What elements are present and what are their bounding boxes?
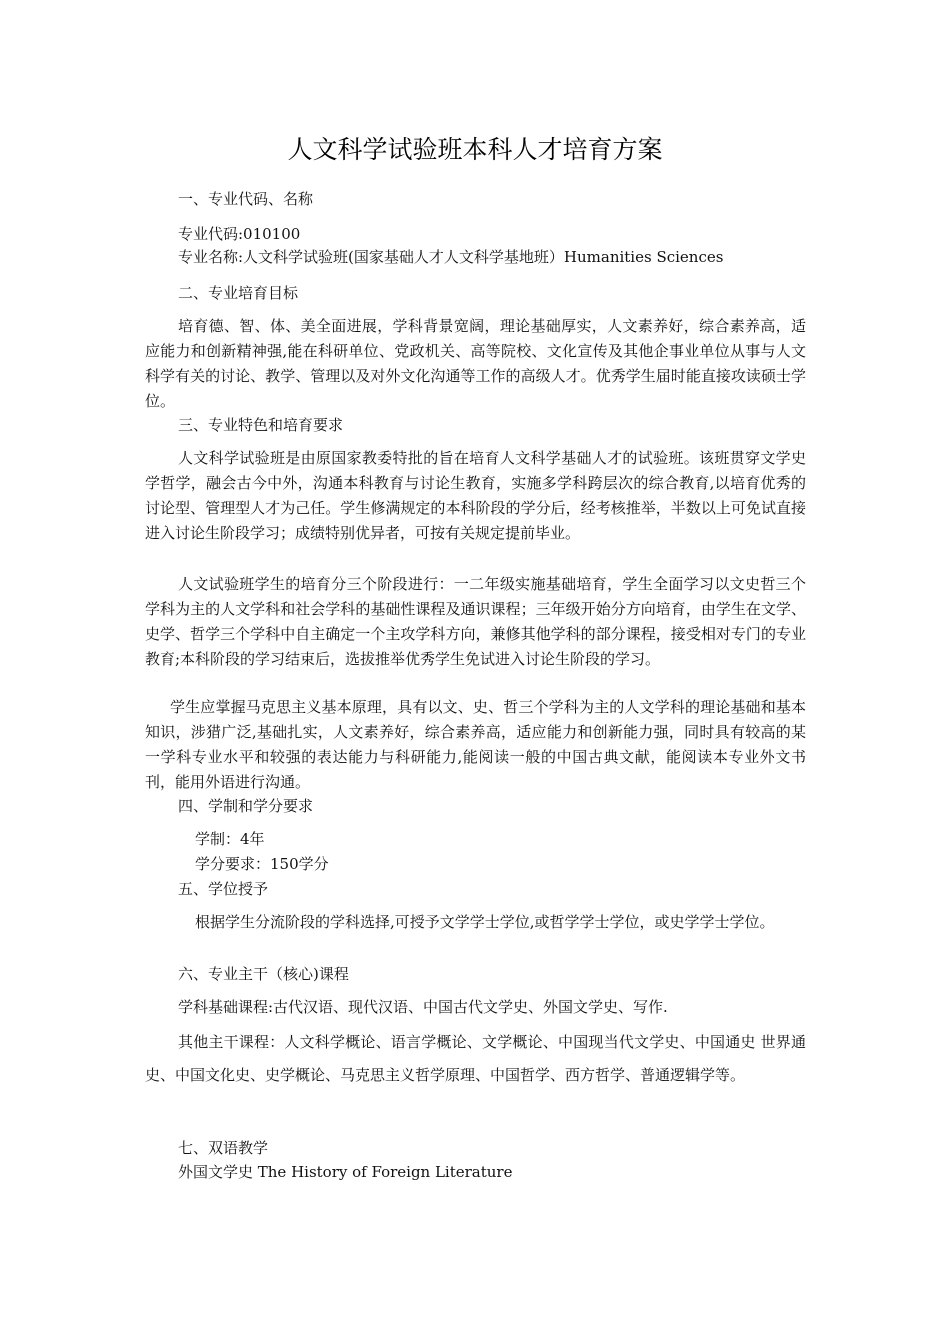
major-name: 专业名称:人文科学试验班(国家基础人才人文科学基地班）Humanities Sciences bbox=[178, 248, 724, 266]
section-heading-code-name: 一、专业代码、名称 bbox=[178, 190, 314, 208]
degree-paragraph: 根据学生分流阶段的学科选择,可授予文学学士学位,或哲学学士学位，或史学学士学位。 bbox=[195, 913, 775, 931]
section-heading-degree: 五、学位授予 bbox=[178, 880, 269, 898]
study-duration: 学制：4年 bbox=[195, 830, 265, 848]
section-heading-features: 三、专业特色和培育要求 bbox=[178, 416, 344, 434]
document-title: 人文科学试验班本科人才培育方案 bbox=[287, 135, 663, 164]
bilingual-course: 外国文学史 The History of Foreign Literature bbox=[178, 1163, 513, 1181]
section-heading-core-courses: 六、专业主干（核心)课程 bbox=[178, 965, 349, 983]
section-heading-bilingual: 七、双语教学 bbox=[178, 1139, 269, 1157]
features-paragraph-1: 人文科学试验班是由原国家教委特批的旨在培育人文科学基础人才的试验班。该班贯穿文学史学哲学，融会古今中外，沟通本科教育与讨论生教育，实施多学科跨层次的综合教育,以培育优秀的讨论型、管理型人才为己任。学生修满规定的本科阶段的学分后，经考核推举，半数以上可免试直接进入讨论生阶段学习；成绩特别优异者，可按有关规定提前毕业。 bbox=[145, 449, 806, 542]
major-code: 专业代码:010100 bbox=[178, 225, 301, 243]
goals-paragraph: 培育德、智、体、美全面进展，学科背景宽阔，理论基础厚实，人文素养好，综合素养高，适应能力和创新精神强,能在科研单位、党政机关、高等院校、文化宣传及其他企事业单位从事与人文科学有关的讨论、教学、管理以及对外文化沟通等工作的高级人才。优秀学生届时能直接攻读硕士学位。 bbox=[145, 317, 806, 410]
section-heading-duration-credits: 四、学制和学分要求 bbox=[178, 797, 314, 815]
other-core-courses: 其他主干课程：人文科学概论、语言学概论、文学概论、中国现当代文学史、中国通史 世界通史、中国文化史、史学概论、马克思主义哲学原理、中国哲学、西方哲学、普通逻辑学等。 bbox=[145, 1033, 806, 1084]
features-paragraph-2: 人文试验班学生的培育分三个阶段进行：一二年级实施基础培育，学生全面学习以文史哲三个学科为主的人文学科和社会学科的基础性课程及通识课程；三年级开始分方向培育，由学生在文学、史学、哲学三个学科中自主确定一个主攻学科方向，兼修其他学科的部分课程，接受相对专门的专业教育;本科阶段的学习结束后，选拔推举优秀学生免试进入讨论生阶段的学习。 bbox=[145, 575, 806, 668]
basic-courses: 学科基础课程:古代汉语、现代汉语、中国古代文学史、外国文学史、写作. bbox=[178, 998, 668, 1016]
features-paragraph-3: 学生应掌握马克思主义基本原理，具有以文、史、哲三个学科为主的人文学科的理论基础和基本知识，涉猎广泛,基础扎实，人文素养好，综合素养高，适应能力和创新能力强，同时具有较高的某一学科专业水平和较强的表达能力与科研能力,能阅读一般的中国古典文献，能阅读本专业外文书刊，能用外语进行沟通。 bbox=[145, 698, 806, 791]
section-heading-goals: 二、专业培育目标 bbox=[178, 284, 299, 302]
credit-requirement: 学分要求：150学分 bbox=[195, 855, 329, 873]
